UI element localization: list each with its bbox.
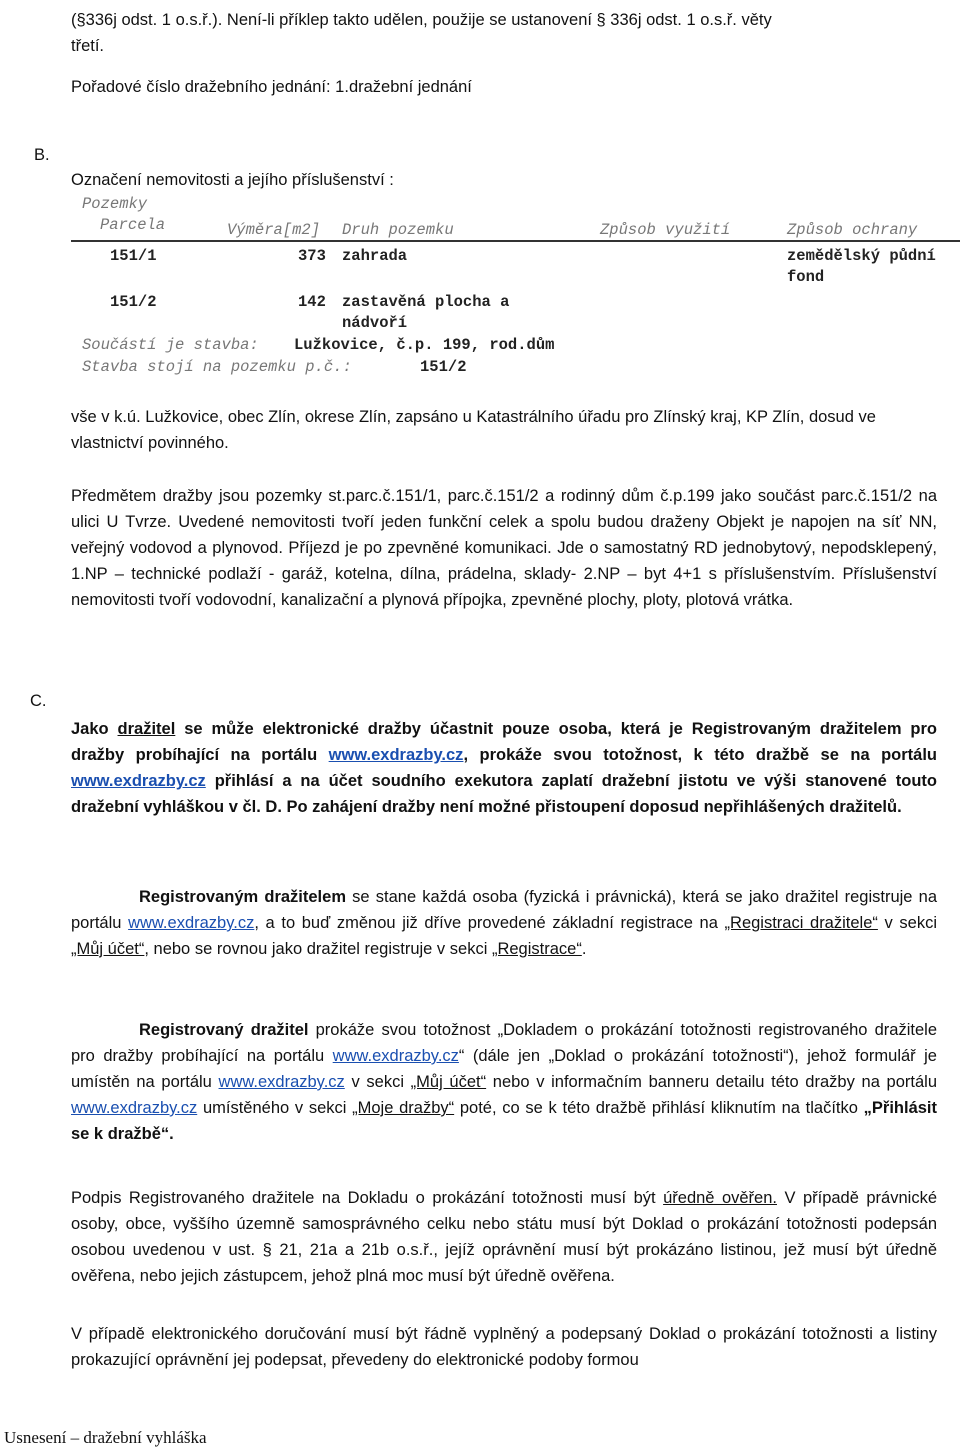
top-line-2: třetí.: [71, 37, 105, 55]
section-b-heading: Označení nemovitosti a jejího příslušenství :: [71, 171, 394, 189]
table-header-area: Výměra[m2]: [227, 221, 321, 239]
identity-paragraph: Registrovaný dražitel prokáže svou totožnost „Dokladem o prokázání totožnosti registrovaného dražitele pro dražby probíhající na portálu www.exdrazby.cz“ (dále jen „Doklad o prokázání totožnosti“), jehož formulář je umístěn na portálu www.exdrazby.cz v sekci „Můj účet“ nebo v informačním banneru detailu této dražby na portálu www.exdrazby.cz umístěného v sekci „Moje dražby“ poté, co se k této dražbě přihlásí kliknutím na tlačítko „Přihlásit se k dražbě“.: [71, 1021, 937, 1143]
exdrazby-link[interactable]: www.exdrazby.cz: [71, 772, 206, 790]
table-header-usage: Způsob využití: [600, 221, 731, 239]
signature-paragraph: Podpis Registrovaného dražitele na Dokladu o prokázání totožnosti musí být úředně ověřen. V případě právnické osoby, obce, vyššího územně samosprávného celku nebo státu musí být Doklad o prokázání totožnosti podepsán osobou uvedenou v ust. § 21, 21a a 21b o.s.ř., jejíž oprávnění musí být prokázáno listinou, jež musí být úředně ověřena, nebo jejich zástupcem, jehož plná moc musí být úředně ověřena.: [71, 1189, 937, 1285]
exdrazby-link[interactable]: www.exdrazby.cz: [332, 1047, 459, 1065]
exdrazby-link[interactable]: www.exdrazby.cz: [328, 746, 464, 764]
registrace-link[interactable]: „Registrace“: [491, 940, 582, 958]
registrace-dražitele-link[interactable]: „Registraci dražitele“: [724, 914, 878, 932]
muj-ucet-link[interactable]: „Můj účet“: [71, 940, 145, 958]
section-c-letter: C.: [30, 692, 47, 710]
row-2-type: zastavěná plocha a: [342, 293, 510, 311]
table-group-label: Pozemky: [82, 195, 148, 213]
section-b-letter: B.: [34, 146, 50, 164]
exdrazby-link[interactable]: www.exdrazby.cz: [71, 1099, 198, 1117]
building-label: Součástí je stavba:: [82, 336, 259, 354]
row-1-area: 373: [298, 247, 326, 265]
table-header-type: Druh pozemku: [342, 221, 454, 239]
registration-paragraph: Registrovaným dražitelem se stane každá osoba (fyzická i právnická), která se jako dražitel registruje na portálu www.exdrazby.cz, a to buď změnou již dříve provedené základní registrace na „Registraci dražitele“ v sekci „Můj účet“, nebo se rovnou jako dražitel registruje v sekci „Registrace“.: [71, 888, 938, 958]
electronic-delivery-paragraph: V případě elektronického doručování musí být řádně vyplněný a podepsaný Doklad o prokázání totožnosti a listiny prokazující oprávnění jej podepsat, převedeny do elektronické podoby formou: [71, 1325, 937, 1369]
exdrazby-link[interactable]: www.exdrazby.cz: [128, 914, 255, 932]
row-2-type-2: nádvoří: [342, 314, 408, 332]
table-header-protection: Způsob ochrany: [787, 221, 918, 239]
row-1-parcel: 151/1: [110, 247, 157, 265]
page-footer: Usnesení – dražební vyhláška: [4, 1428, 207, 1447]
subject-text: Předmětem dražby jsou pozemky st.parc.č.151/1, parc.č.151/2 a rodinný dům č.p.199 jako součást parc.č.151/2 na ulici U Tvrze. Uvedené nemovitosti tvoří jeden funkční celek a spolu budou draženy Objekt je napojen na síť NN, veřejný vodovod a plynovod. Příjezd je po zpevněné komunikaci. Jde o samostatný RD jednobytový, nepodsklepený, 1.NP – technické podlaží - garáž, kotelna, dílna, prádelna, sklady- 2.NP – byt 4+1 s příslušenstvím. Příslušenství nemovitosti tvoří vodovodní, kanalizační a plynová přípojka, zpevněné plochy, ploty, plotová vrátka.: [71, 487, 937, 609]
order-label: Pořadové číslo dražebního jednání: 1.dražební jednání: [71, 78, 472, 96]
table-header-rule: [71, 240, 960, 242]
dražitel-paragraph: Jako dražitel se může elektronické dražby účastnit pouze osoba, která je Registrovaným dražitelem pro dražby probíhající na portálu www.exdrazby.cz, prokáže svou totožnost, k této dražbě se na portálu www.exdrazby.cz přihlásí a na účet soudního exekutora zaplatí dražební jistotu ve výši stanovené touto dražební vyhláškou v čl. D. Po zahájení dražby není možné přistoupení doposud nepřihlášených dražitelů.: [71, 720, 937, 816]
property-table: [0, 0, 960, 380]
cadastre-text: vše v k.ú. Lužkovice, obec Zlín, okrese Zlín, zapsáno u Katastrálního úřadu pro Zlínský kraj, KP Zlín, dosud ve vlastnictví povinného.: [71, 408, 876, 452]
building-value: Lužkovice, č.p. 199, rod.dům: [294, 336, 555, 354]
row-1-protection: zemědělský půdní: [787, 247, 936, 265]
stands-label: Stavba stojí na pozemku p.č.:: [82, 358, 352, 376]
stands-value: 151/2: [420, 358, 467, 376]
row-1-protection-2: fond: [787, 268, 825, 286]
moje-drazby-link[interactable]: „Moje dražby“: [352, 1099, 455, 1117]
exdrazby-link[interactable]: www.exdrazby.cz: [218, 1073, 345, 1091]
top-line-1: (§336j odst. 1 o.s.ř.). Není-li příklep takto udělen, použije se ustanovení § 336j odst. 1 o.s.ř. věty: [71, 11, 772, 29]
row-2-parcel: 151/2: [110, 293, 157, 311]
row-1-type: zahrada: [342, 247, 408, 265]
row-2-area: 142: [298, 293, 326, 311]
table-header-parcel: Parcela: [100, 216, 166, 234]
dražitel-term: dražitel: [117, 720, 176, 738]
prihlasit-button-label: „Přihlásit se k dražbě“.: [71, 1099, 937, 1143]
muj-ucet-link[interactable]: „Můj účet“: [410, 1073, 487, 1091]
